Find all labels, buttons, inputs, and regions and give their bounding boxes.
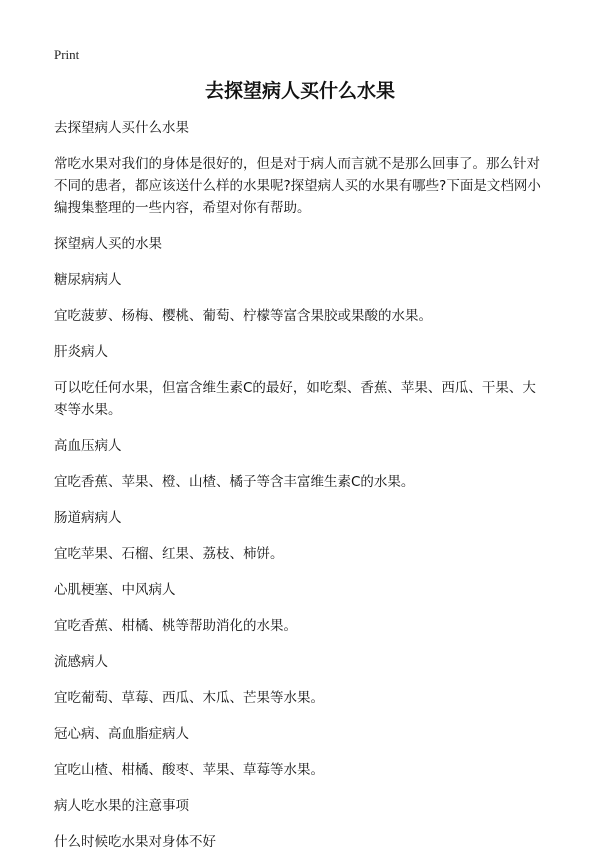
print-label: Print <box>54 47 80 62</box>
subtitle-paragraph: 去探望病人买什么水果 <box>54 120 189 136</box>
advice-flu: 宜吃葡萄、草莓、西瓜、木瓜、芒果等水果。 <box>54 690 324 706</box>
advice-hypertension: 宜吃香蕉、苹果、橙、山楂、橘子等含丰富维生素C的水果。 <box>54 474 415 490</box>
advice-diabetes: 宜吃菠萝、杨梅、樱桃、葡萄、柠檬等富含果胶或果酸的水果。 <box>54 308 432 324</box>
document-body <box>54 117 549 867</box>
advice-hepatitis: 可以吃任何水果，但富含维生素C的最好，如吃梨、香蕉、苹果、西瓜、干果、大枣等水果。 <box>54 380 536 418</box>
heading-intestinal: 肠道病病人 <box>54 510 122 526</box>
heading-diabetes: 糖尿病病人 <box>54 272 122 288</box>
heading-heart-attack-stroke: 心肌梗塞、中风病人 <box>54 582 176 598</box>
precaution-when-eat: 什么时候吃水果对身体不好 <box>54 834 216 850</box>
section-heading-precautions: 病人吃水果的注意事项 <box>54 798 189 814</box>
advice-intestinal: 宜吃苹果、石榴、红果、荔枝、柿饼。 <box>54 546 284 562</box>
document-title: 去探望病人买什么水果 <box>204 80 395 102</box>
section-heading-fruits: 探望病人买的水果 <box>54 236 162 252</box>
heading-coronary-hyperlipidemia: 冠心病、高血脂症病人 <box>54 726 189 742</box>
advice-heart-attack-stroke: 宜吃香蕉、柑橘、桃等帮助消化的水果。 <box>54 618 297 634</box>
heading-flu: 流感病人 <box>54 654 108 670</box>
heading-hepatitis: 肝炎病人 <box>54 344 108 360</box>
advice-coronary-hyperlipidemia: 宜吃山楂、柑橘、酸枣、苹果、草莓等水果。 <box>54 762 324 778</box>
heading-hypertension: 高血压病人 <box>54 438 122 454</box>
intro-paragraph: 常吃水果对我们的身体是很好的，但是对于病人而言就不是那么回事了。那么针对不同的患者，都应该送什么样的水果呢?探望病人买的水果有哪些?下面是文档网小编搜集整理的一些内容，希望对你有帮助。 <box>54 156 541 216</box>
